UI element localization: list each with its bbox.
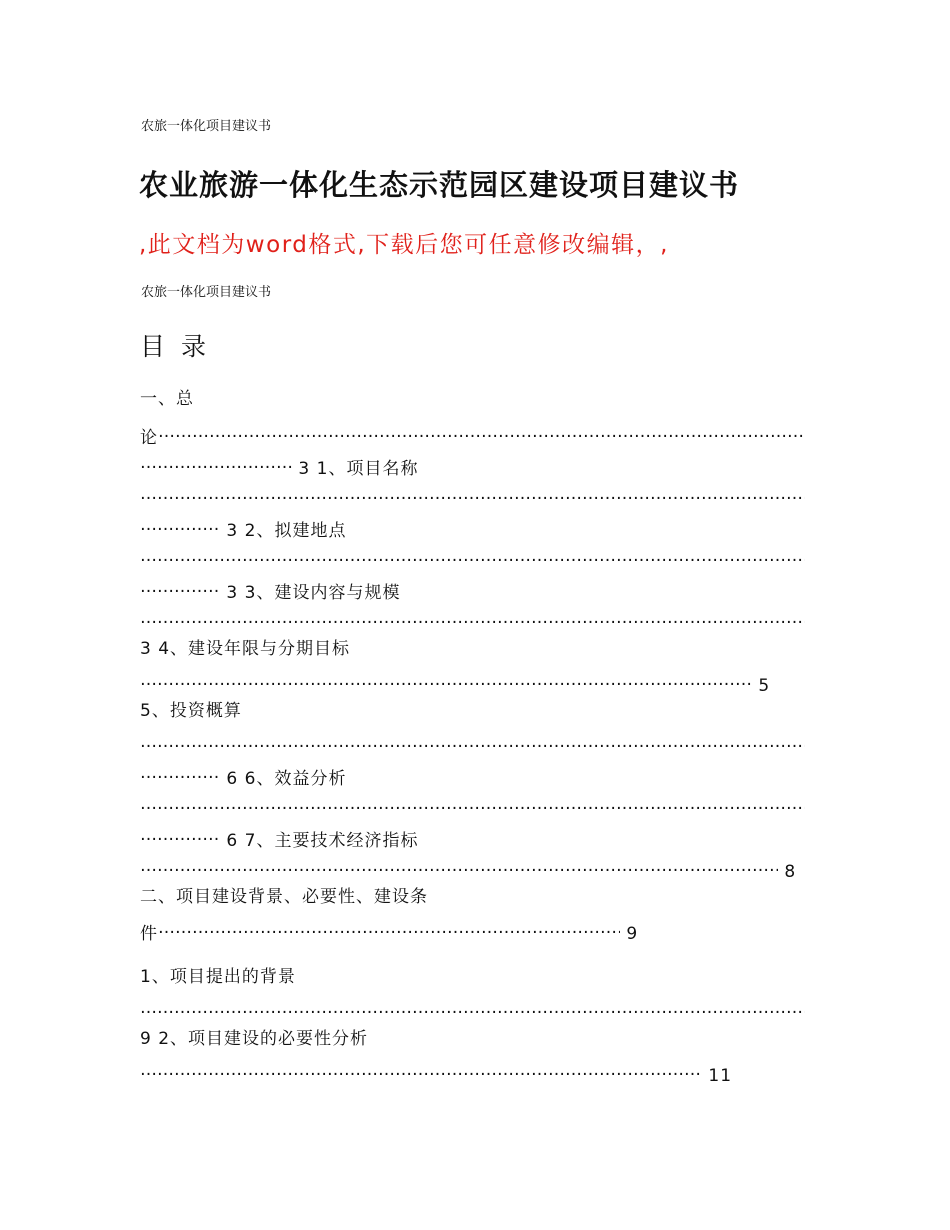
toc-page-number: 9 <box>626 924 639 944</box>
toc-line <box>140 576 400 604</box>
running-header-2: 农旅一体化项目建议书 <box>141 285 272 300</box>
toc-leader-dots <box>140 483 805 505</box>
toc-line <box>140 1028 368 1050</box>
format-notice: ,此文档为word格式,下载后您可任意修改编辑，, <box>139 232 669 258</box>
toc-text: 3 1、项目名称 <box>298 459 419 479</box>
toc-line <box>140 483 805 511</box>
toc-text: 9 2、项目建设的必要性分析 <box>140 1029 369 1049</box>
toc-line <box>140 793 805 821</box>
toc-leader-dots <box>158 421 803 443</box>
toc-line <box>140 762 346 790</box>
toc-page-number: 8 <box>784 862 797 882</box>
toc-line <box>140 669 770 697</box>
toc-leader-dots <box>140 514 220 536</box>
toc-leader-dots <box>140 669 752 691</box>
toc-line <box>140 886 428 908</box>
toc-line <box>140 388 194 410</box>
toc-leader-dots <box>140 997 805 1019</box>
toc-leader-dots <box>140 576 220 598</box>
toc-text: 件 <box>140 924 158 944</box>
toc-leader-dots <box>140 824 220 846</box>
toc-text: 一、总 <box>140 389 194 409</box>
toc-line <box>140 1059 732 1087</box>
toc-leader-dots <box>140 762 220 784</box>
toc-text: 3 2、拟建地点 <box>226 521 347 541</box>
toc-line <box>140 997 805 1025</box>
toc-text: 二、项目建设背景、必要性、建设条 <box>140 887 428 907</box>
toc-text: 3 4、建设年限与分期目标 <box>140 639 351 659</box>
toc-text: 6 6、效益分析 <box>226 769 347 789</box>
toc-line <box>140 824 418 852</box>
toc-leader-dots <box>140 452 292 474</box>
toc-leader-dots <box>140 793 805 815</box>
toc-line <box>140 917 638 945</box>
toc-line <box>140 700 242 722</box>
toc-line <box>140 421 803 449</box>
toc-line <box>140 638 350 660</box>
toc-leader-dots <box>140 607 805 629</box>
toc-text: 1、项目提出的背景 <box>140 967 296 987</box>
document-title: 农业旅游一体化生态示范园区建设项目建议书 <box>139 168 740 202</box>
toc-leader-dots <box>158 917 620 939</box>
toc-page-number: 11 <box>708 1066 733 1086</box>
toc-text: 5、投资概算 <box>140 701 242 721</box>
toc-heading: 目 录 <box>140 332 210 361</box>
toc-line <box>140 966 296 988</box>
running-header-1: 农旅一体化项目建议书 <box>141 119 272 134</box>
toc-text: 3 3、建设内容与规模 <box>226 583 401 603</box>
toc-line <box>140 731 805 759</box>
toc-leader-dots <box>140 1059 702 1081</box>
toc-text: 6 7、主要技术经济指标 <box>226 831 419 851</box>
toc-page-number: 5 <box>758 676 771 696</box>
toc-line <box>140 452 418 480</box>
toc-leader-dots <box>140 731 805 753</box>
toc-line <box>140 855 796 883</box>
toc-line <box>140 607 805 635</box>
toc-text: 论 <box>140 428 158 448</box>
toc-line <box>140 514 346 542</box>
toc-leader-dots <box>140 855 778 877</box>
toc-leader-dots <box>140 545 805 567</box>
toc-line <box>140 545 805 573</box>
